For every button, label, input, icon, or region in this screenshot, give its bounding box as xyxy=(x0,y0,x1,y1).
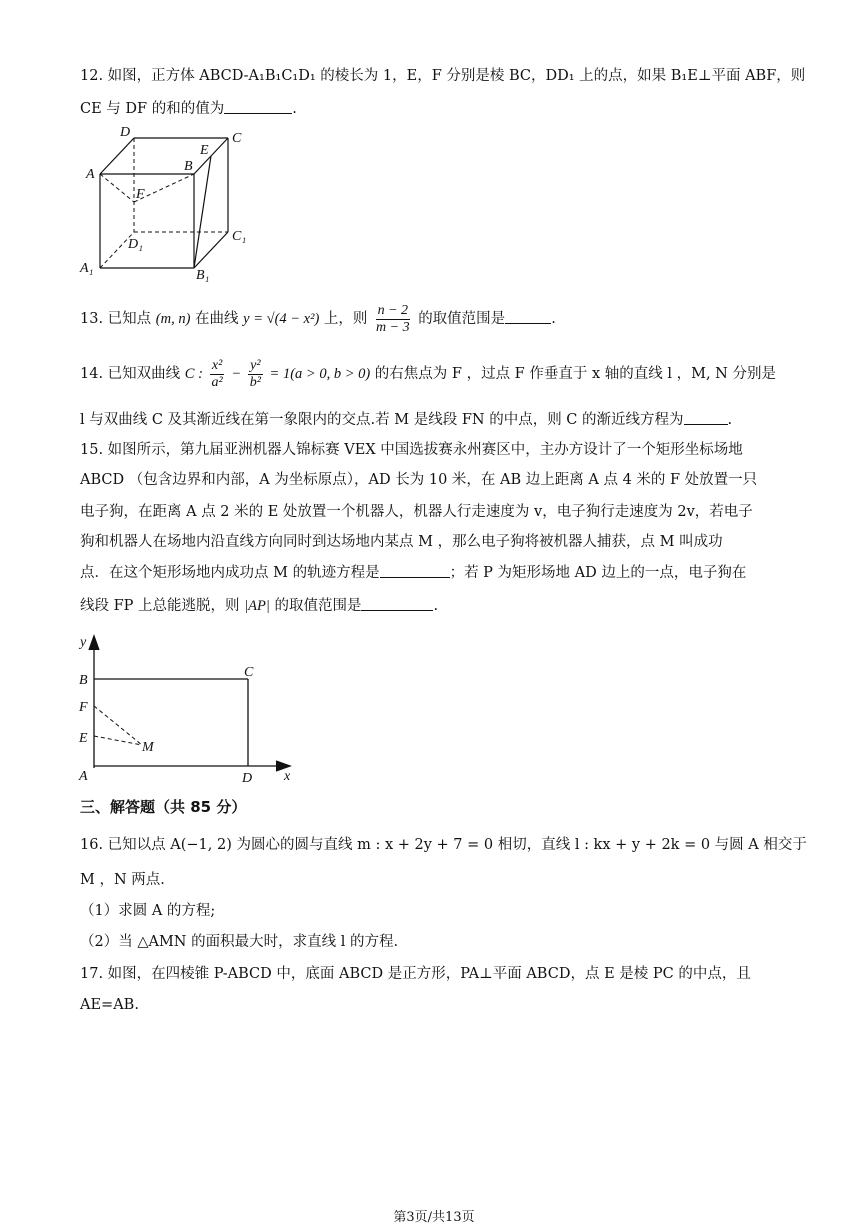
q13-pre: 13. 已知点 xyxy=(80,311,152,327)
page-number: 第3页/共13页 xyxy=(393,1210,475,1225)
q14-eq: = 1(a > 0, b > 0) xyxy=(269,366,371,382)
cube-label-E: E xyxy=(200,143,209,158)
section-heading: 三、解答题（共 85 分） xyxy=(80,798,247,816)
field-label-E: E xyxy=(79,731,88,746)
q15-line5 xyxy=(80,563,746,583)
q15-line2: ABCD （包含边界和内部，A 为坐标原点），AD 长为 10 米，在 AB 边上距离 A 点 4 米的 F 处放置一只 xyxy=(80,472,758,488)
q14-line2-text: l 与双曲线 C 及其渐近线在第一象限内的交点.若 M 是线段 FN 的中点，则 C 的渐近线方程为 xyxy=(80,412,684,428)
q14-post: 的右焦点为 F ，过点 F 作垂直于 x 轴的直线 l ，M, N 分别是 xyxy=(374,366,776,382)
q12-line1: 12. 如图，正方体 ABCD-A₁B₁C₁D₁ 的棱长为 1，E，F 分别是棱 BC，DD₁ 上的点，如果 B₁E⊥平面 ABF，则 xyxy=(80,68,806,84)
q14-pre: 14. 已知双曲线 xyxy=(80,366,181,382)
q15-end: . xyxy=(433,598,439,614)
q15-abs-ap: |AP| xyxy=(244,598,270,614)
q14-line2 xyxy=(80,410,732,430)
q13-fraction: $\frac{n - 2}{m - 3}$ xyxy=(376,302,410,335)
q17-line1: 17. 如图，在四棱锥 P-ABCD 中，底面 ABCD 是正方形，PA⊥平面 ABCD，点 E 是棱 PC 的中点，且 xyxy=(80,966,751,982)
answer-blank xyxy=(224,99,292,114)
answer-blank xyxy=(361,596,433,611)
q14-fraction-x: $\frac{\text{x²}}{\text{a²}}$ xyxy=(211,357,223,390)
q13-end: . xyxy=(551,311,556,327)
q14-curve-name: C : xyxy=(184,366,203,382)
cube-label-A1: A₁ xyxy=(80,261,94,276)
q12-end: . xyxy=(292,101,297,117)
cube-label-B1: B₁ xyxy=(196,268,210,282)
answer-blank xyxy=(380,563,450,578)
field-figure xyxy=(74,630,314,790)
q15-line6 xyxy=(80,596,438,616)
answer-blank xyxy=(505,309,551,324)
q15-line3: 电子狗，在距离 A 点 2 米的 E 处放置一个机器人，机器人行走速度为 v，电子狗行走速度为 2v，若电子 xyxy=(80,504,753,520)
field-label-x: x xyxy=(284,769,291,784)
q15-line6c: 的取值范围是 xyxy=(274,598,362,614)
cube-figure xyxy=(78,122,258,282)
cube-label-C1: C₁ xyxy=(232,229,247,244)
field-label-B: B xyxy=(79,673,88,688)
q12-line2 xyxy=(80,99,297,119)
q12-line2-text: CE 与 DF 的和的值为 xyxy=(80,101,225,117)
q15-line5b: ；若 P 为矩形场地 AD 边上的一点，电子狗在 xyxy=(449,565,747,581)
q16-part2: （2）当 △AMN 的面积最大时，求直线 l 的方程. xyxy=(80,934,399,950)
q13-curve: y = √(4 − x²) xyxy=(243,311,320,327)
cube-label-B: B xyxy=(184,159,193,174)
q14-line1 xyxy=(80,356,776,392)
answer-blank xyxy=(684,410,728,425)
q13-mid2: 上，则 xyxy=(323,311,368,327)
q15-line4: 狗和机器人在场地内沿直线方向同时到达场地内某点 M ，那么电子狗将被机器人捕获，点 M 叫成功 xyxy=(80,534,723,550)
q14-minus: − xyxy=(231,366,242,382)
q15-line5a: 点．在这个矩形场地内成功点 M 的轨迹方程是 xyxy=(80,565,380,581)
q15-line1: 15. 如图所示，第九届亚洲机器人锦标赛 VEX 中国选拔赛永州赛区中，主办方设计了一个矩形坐标场地 xyxy=(80,442,743,458)
q14-fraction-y: $\frac{\text{y²}}{\text{b²}}$ xyxy=(249,357,261,390)
q16-line1: 16. 已知以点 A(−1, 2) 为圆心的圆与直线 m : x + 2y + 7 = 0 相切，直线 l : kx + y + 2k = 0 与圆 A 相交于 xyxy=(80,837,807,853)
q13-line xyxy=(80,302,556,336)
q15-line6a: 线段 FP 上总能逃脱，则 xyxy=(80,598,240,614)
field-label-C: C xyxy=(244,665,254,680)
field-label-M: M xyxy=(142,740,154,755)
cube-label-C: C xyxy=(232,131,242,146)
cube-label-D: D xyxy=(120,125,131,140)
cube-label-D1: D₁ xyxy=(128,237,143,252)
q13-mid: 在曲线 xyxy=(195,311,239,327)
cube-label-A: A xyxy=(86,167,95,182)
cube-label-F: F xyxy=(136,187,145,202)
field-label-F: F xyxy=(79,700,88,715)
q13-post: 的取值范围是 xyxy=(418,311,506,327)
q14-end: . xyxy=(727,412,733,428)
field-label-A: A xyxy=(79,769,88,784)
field-label-D: D xyxy=(242,771,253,786)
q17-line2: AE=AB. xyxy=(80,997,139,1013)
q16-part1: （1）求圆 A 的方程; xyxy=(80,903,216,919)
q13-point: (m, n) xyxy=(155,311,191,327)
field-label-y: y xyxy=(80,635,87,650)
q16-line2: M ，N 两点. xyxy=(80,872,165,888)
